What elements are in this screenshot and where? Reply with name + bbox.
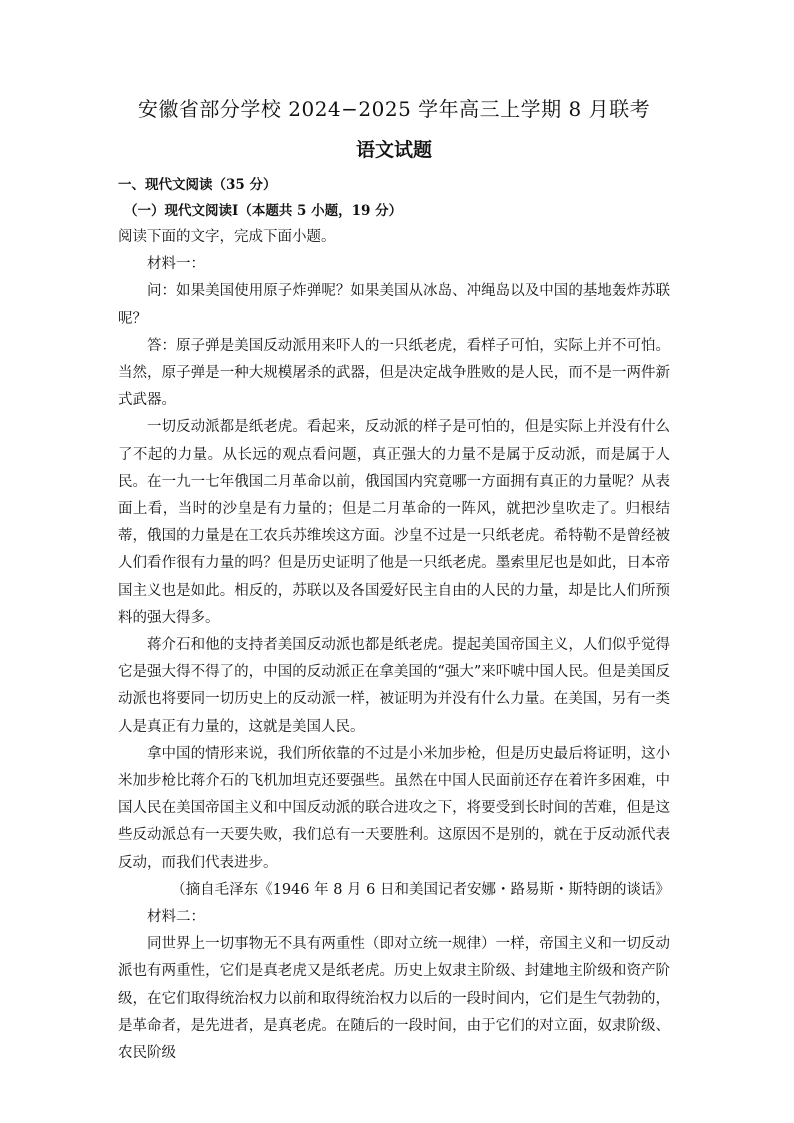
body-paragraph-3: 拿中国的情形来说，我们所依靠的不过是小米加步枪，但是历史最后将证明，这小米加步枪比蒋介石的飞机加坦克还要强些。虽然在中国人民面前还存在着许多困难，中国人民在美国帝国主义和中国反动派的联合进攻之下，将要受到长时间的苦难，但是这些反动派总有一天要失败，我们总有一天要胜利。这原因不是别的，就在于反动派代表反动，而我们代表进步。: [118, 745, 670, 871]
document-title: 安徽省部分学校 2024−2025 学年高三上学期 8 月联考: [137, 97, 651, 121]
body-paragraph-1: 一切反动派都是纸老虎。看起来，反动派的样子是可怕的，但是实际上并没有什么了不起的力量。从长远的观点看问题，真正强大的力量不是属于反动派，而是属于人民。在一九一七年俄国二月革命以前，俄国国内究竟哪一方面拥有真正的力量呢？从表面上看，当时的沙皇是有力量的；但是二月革命的一阵风，就把沙皇吹走了。归根结蒂，俄国的力量是在工农兵苏维埃这方面。沙皇不过是一只纸老虎。希特勒不是曾经被人们看作很有力量的吗？但是历史证明了他是一只纸老虎。墨索里尼也是如此，日本帝国主义也是如此。相反的，苏联以及各国爱好民主自由的人民的力量，却是比人们所预料的强大得多。: [118, 419, 670, 626]
material-one-label: 材料一：: [147, 256, 205, 273]
section-heading: 一、现代文阅读（35 分）: [118, 177, 277, 193]
source-citation: （摘自毛泽东《1946 年 8 月 6 日和美国记者安娜・路易斯・斯特朗的谈话》: [171, 881, 670, 898]
answer-paragraph: 答：原子弹是美国反动派用来吓人的一只纸老虎，看样子可怕，实际上并不可怕。当然，原子弹是一种大规模屠杀的武器，但是决定战争胜败的是人民，而不是一两件新式武器。: [118, 337, 670, 409]
question-paragraph: 问：如果美国使用原子炸弹呢？如果美国从冰岛、冲绳岛以及中国的基地轰炸苏联呢？: [118, 283, 670, 327]
instruction-text: 阅读下面的文字，完成下面小题。: [118, 229, 336, 245]
document-subtitle: 语文试题: [355, 139, 432, 161]
body-paragraph-2: 蒋介石和他的支持者美国反动派也都是纸老虎。提起美国帝国主义，人们似乎觉得它是强大得不得了的，中国的反动派正在拿美国的“强大”来吓唬中国人民。但是美国反动派也将要同一切历史上的反动派一样，被证明为并没有什么力量。在美国，另有一类人是真正有力量的，这就是美国人民。: [118, 637, 670, 735]
subsection-heading: （一）现代文阅读Ⅰ（本题共 5 小题，19 分）: [124, 203, 403, 219]
material-two-label: 材料二：: [147, 909, 205, 926]
body-paragraph-4: 同世界上一切事物无不具有两重性（即对立统一规律）一样，帝国主义和一切反动派也有两重性，它们是真老虎又是纸老虎。历史上奴隶主阶级、封建地主阶级和资产阶级，在它们取得统治权力以前和取得统治权力以后的一段时间内，它们是生气勃勃的，是革命者，是先进者，是真老虎。在随后的一段时间，由于它们的对立面，奴隶阶级、农民阶级: [118, 936, 670, 1062]
